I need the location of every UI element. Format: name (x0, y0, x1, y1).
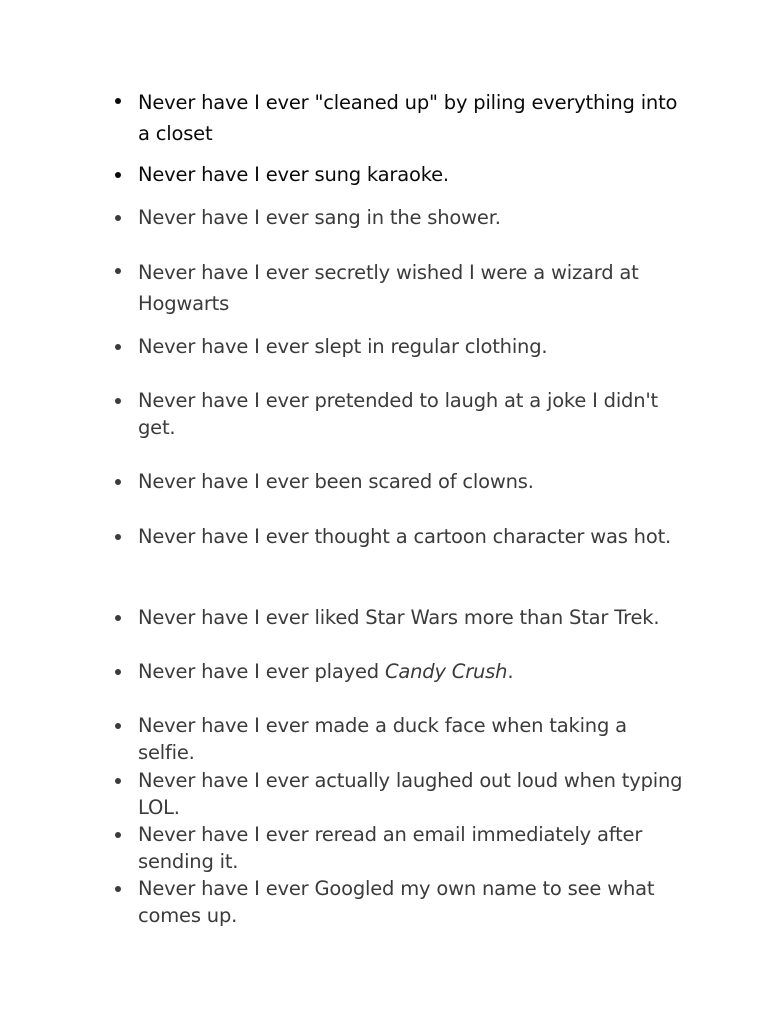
list-item-text: Never have I ever "cleaned up" by piling everything into a closet (138, 91, 678, 145)
list-item (138, 257, 683, 319)
list-item (138, 523, 683, 550)
list-item (138, 821, 683, 875)
list-item-text: Never have I ever reread an email immediately after sending it. (138, 823, 643, 873)
list-item (138, 333, 683, 360)
list-item-text: Never have I ever sung karaoke. (138, 163, 449, 186)
list-item (138, 767, 683, 821)
list-item (138, 387, 683, 441)
list-item-text: Never have I ever sang in the shower. (138, 206, 501, 229)
list-item (138, 658, 683, 685)
list-item-text: Never have I ever Googled my own name to see what comes up. (138, 877, 655, 927)
list-item-text: Never have I ever pretended to laugh at a joke I didn't get. (138, 389, 659, 439)
list-item-text: Never have I ever been scared of clowns. (138, 470, 534, 493)
list-item-suffix: . (507, 660, 514, 683)
list-item (138, 604, 683, 631)
list-item (138, 161, 683, 188)
list-item-text: Never have I ever actually laughed out loud when typing LOL. (138, 769, 683, 819)
list-item-text: Never have I ever slept in regular clothing. (138, 335, 548, 358)
list-item-text: Never have I ever liked Star Wars more than Star Trek. (138, 606, 660, 629)
list-item (138, 204, 683, 231)
list-item-text: Never have I ever secretly wished I were a wizard at Hogwarts (138, 261, 639, 315)
list-item (138, 87, 683, 149)
game-title: Candy Crush (384, 660, 508, 683)
list-item-prefix: Never have I ever played (138, 660, 385, 683)
list-item (138, 712, 683, 766)
list-item (138, 875, 683, 929)
list-item-text: Never have I ever thought a cartoon character was hot. (138, 525, 672, 548)
list-item (138, 468, 683, 495)
list-item-text: Never have I ever made a duck face when taking a selfie. (138, 714, 627, 764)
